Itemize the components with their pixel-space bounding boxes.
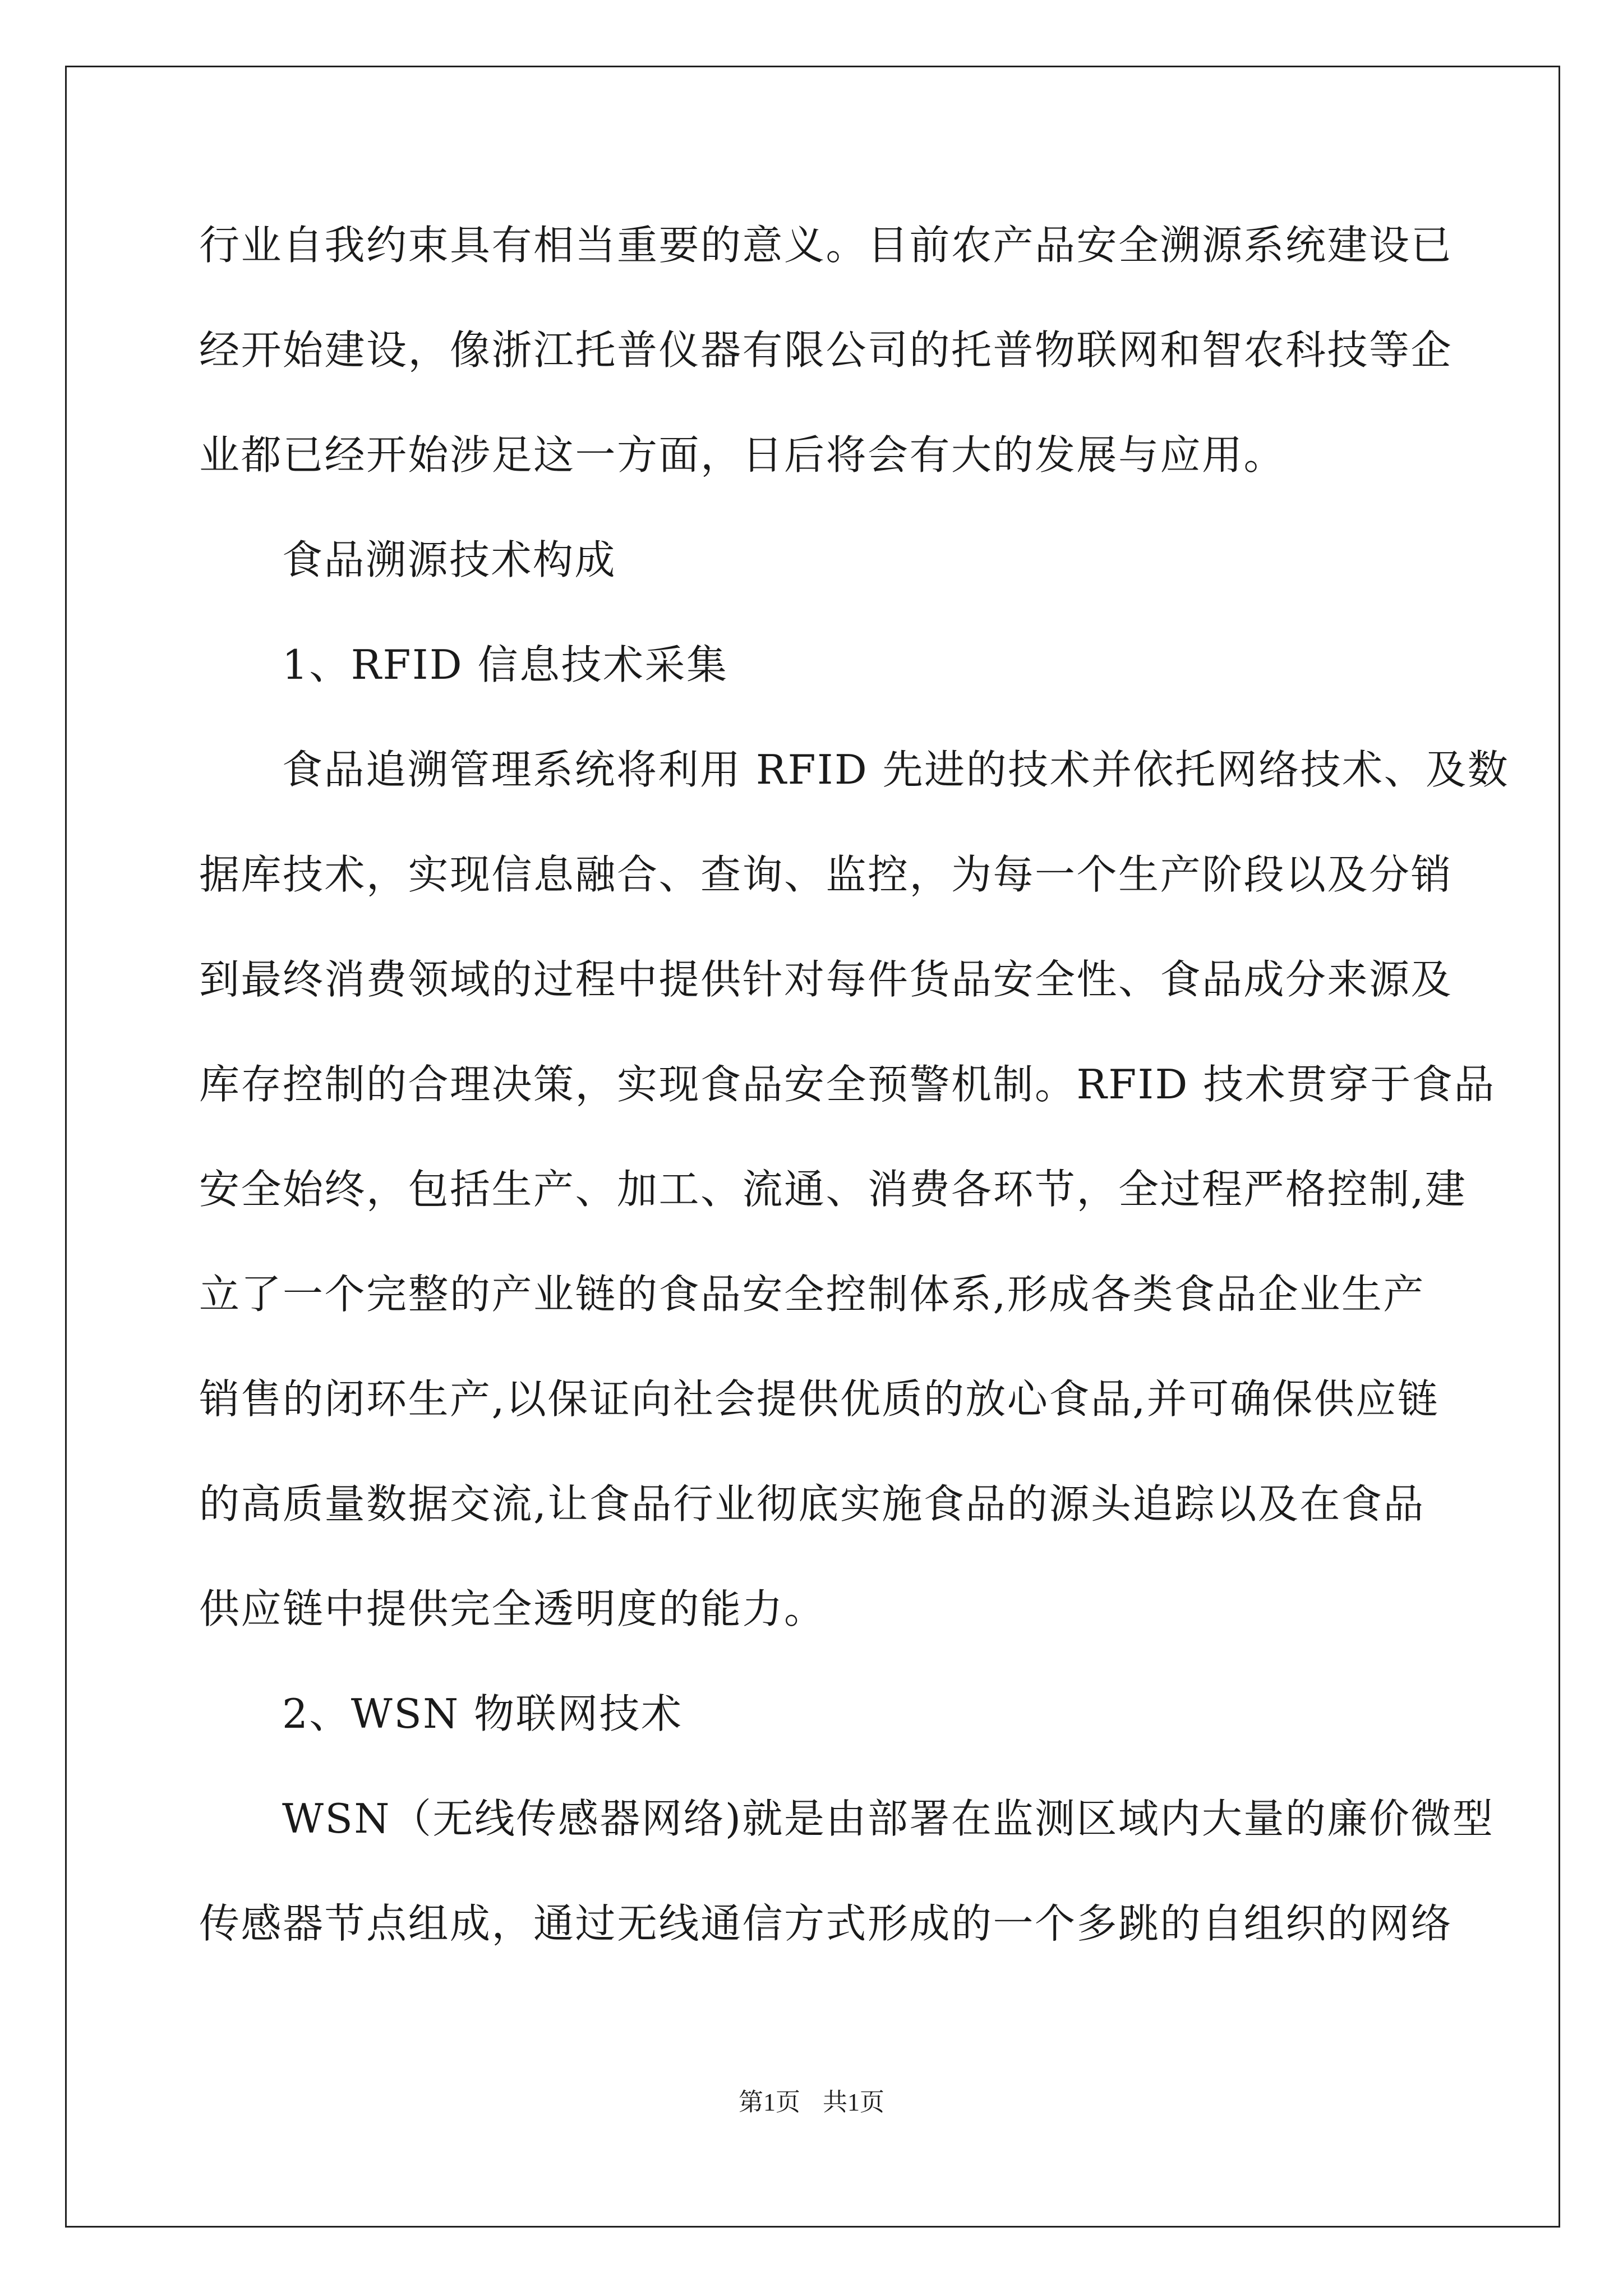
text-line: 行业自我约束具有相当重要的意义。目前农产品安全溯源系统建设已 <box>199 222 1453 269</box>
text-line: 销售的闭环生产,以保证向社会提供优质的放心食品,并可确保供应链 <box>199 1375 1440 1423</box>
text-line: 库存控制的合理决策，实现食品安全预警机制。RFID 技术贯穿于食品 <box>199 1061 1496 1108</box>
text-line: WSN（无线传感器网络)就是由部署在监测区域内大量的廉价微型 <box>282 1795 1495 1842</box>
page-number: 第1页 <box>739 2088 800 2116</box>
subsection-heading-rfid: 1、RFID 信息技术采集 <box>282 641 728 688</box>
text-line: 经开始建设，像浙江托普仪器有限公司的托普物联网和智农科技等企 <box>199 326 1453 374</box>
page-footer <box>0 2086 1623 2119</box>
page-total: 共1页 <box>823 2088 884 2116</box>
section-heading: 食品溯源技术构成 <box>282 536 617 583</box>
text-line: 立了一个完整的产业链的食品安全控制体系,形成各类食品企业生产 <box>199 1271 1425 1318</box>
text-line: 传感器节点组成，通过无线通信方式形成的一个多跳的自组织的网络 <box>199 1900 1453 1947</box>
document-body <box>199 202 1510 1985</box>
text-line: 的高质量数据交流,让食品行业彻底实施食品的源头追踪以及在食品 <box>199 1480 1425 1527</box>
text-line: 到最终消费领域的过程中提供针对每件货品安全性、食品成分来源及 <box>199 956 1453 1003</box>
text-line: 食品追溯管理系统将利用 RFID 先进的技术并依托网络技术、及数 <box>282 746 1510 793</box>
text-line: 安全始终，包括生产、加工、流通、消费各环节，全过程严格控制,建 <box>199 1166 1467 1213</box>
subsection-heading-wsn: 2、WSN 物联网技术 <box>282 1690 683 1737</box>
text-line: 业都已经开始涉足这一方面，日后将会有大的发展与应用。 <box>199 431 1286 478</box>
text-line: 供应链中提供完全透明度的能力。 <box>199 1585 826 1632</box>
text-line: 据库技术，实现信息融合、查询、监控，为每一个生产阶段以及分销 <box>199 851 1453 898</box>
